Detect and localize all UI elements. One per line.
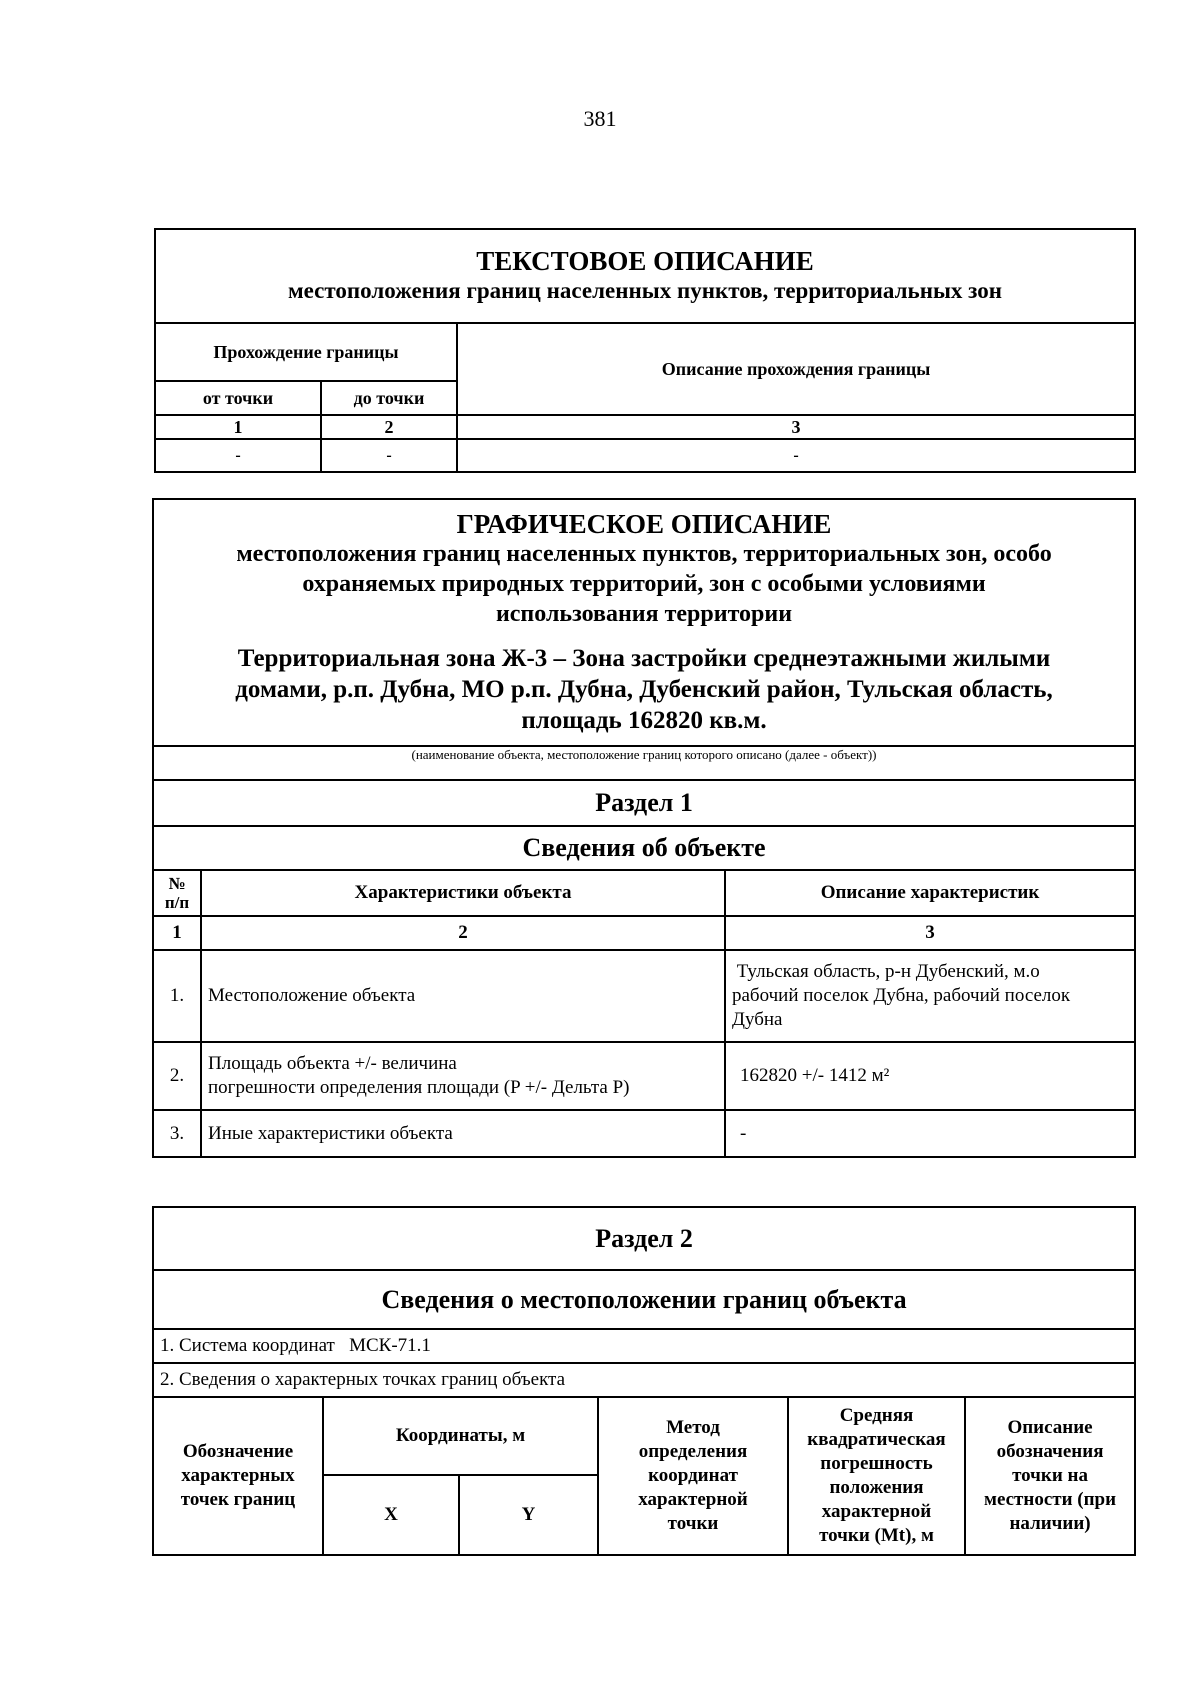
section-1-col-number-3: 3 bbox=[725, 916, 1135, 950]
col-header-point-designation-line-2: характерных bbox=[181, 1465, 295, 1486]
col-header-y: Y bbox=[459, 1475, 598, 1555]
col-header-marking-line-3: точки на bbox=[1012, 1465, 1088, 1486]
zone-name-line-1: Территориальная зона Ж-3 – Зона застройки среднеэтажными жилыми bbox=[237, 645, 1051, 672]
col-header-point-marking bbox=[965, 1397, 1135, 1555]
location-description-line-1: Тульская область, р-н Дубенский, м.о bbox=[732, 961, 1040, 982]
row-characteristic: Иные характеристики объекта bbox=[201, 1110, 725, 1157]
graphic-description-title: ГРАФИЧЕСКОЕ ОПИСАНИЕ bbox=[456, 509, 832, 539]
graphic-description-header-cell bbox=[153, 499, 1135, 746]
section-2-title: Раздел 2 bbox=[153, 1207, 1135, 1270]
row-characteristic bbox=[201, 1042, 725, 1110]
col-header-number-line-1: № bbox=[168, 874, 186, 893]
graphic-description-subtitle-3: использования территории bbox=[495, 601, 793, 627]
zone-name-line-3: площадь 162820 кв.м. bbox=[521, 707, 767, 734]
col-header-from-point: от точки bbox=[155, 381, 321, 415]
col-header-error-line-5: характерной bbox=[821, 1501, 932, 1522]
col-header-number-line-2: п/п bbox=[164, 893, 190, 912]
table-row bbox=[155, 439, 1135, 472]
col-header-point-designation bbox=[153, 1397, 323, 1555]
col-header-marking-line-5: наличии) bbox=[1009, 1513, 1091, 1534]
col-header-method-line-2: определения bbox=[638, 1441, 748, 1462]
object-caption: (наименование объекта, местоположение границ которого описано (далее - объект)) bbox=[153, 746, 1135, 780]
text-description-subtitle: местоположения границ населенных пунктов, территориальных зон bbox=[288, 278, 1003, 303]
col-header-method bbox=[598, 1397, 788, 1555]
col-header-to-point: до точки bbox=[321, 381, 457, 415]
col-number-2: 2 bbox=[321, 415, 457, 439]
col-number-3: 3 bbox=[457, 415, 1135, 439]
col-header-error-line-2: квадратическая bbox=[807, 1429, 946, 1450]
col-header-marking-line-4: местности (при bbox=[984, 1489, 1117, 1510]
row-to-point: - bbox=[321, 439, 457, 472]
row-characteristic: Местоположение объекта bbox=[201, 950, 725, 1042]
col-header-mean-square-error bbox=[788, 1397, 965, 1555]
col-header-method-line-1: Метод bbox=[666, 1417, 720, 1438]
boundary-points-label: 2. Сведения о характерных точках границ объекта bbox=[153, 1363, 1135, 1397]
coordinate-system-label: 1. Система координат bbox=[160, 1335, 335, 1356]
coordinate-system-row bbox=[153, 1329, 1135, 1363]
section-1-col-number-2: 2 bbox=[201, 916, 725, 950]
col-header-coordinates: Координаты, м bbox=[323, 1397, 598, 1475]
row-from-point: - bbox=[155, 439, 321, 472]
col-header-method-line-5: точки bbox=[667, 1513, 719, 1534]
col-header-method-line-3: координат bbox=[648, 1465, 738, 1486]
area-characteristic-line-1: Площадь объекта +/- величина bbox=[208, 1053, 457, 1074]
row-description: - bbox=[457, 439, 1135, 472]
col-header-characteristics: Характеристики объекта bbox=[201, 870, 725, 916]
col-header-error-line-4: положения bbox=[829, 1477, 924, 1498]
table-row bbox=[153, 950, 1135, 1042]
col-header-marking-line-1: Описание bbox=[1007, 1417, 1093, 1438]
row-number: 2. bbox=[153, 1042, 201, 1110]
col-header-point-designation-line-1: Обозначение bbox=[182, 1441, 294, 1462]
row-number: 3. bbox=[153, 1110, 201, 1157]
col-header-marking-line-2: обозначения bbox=[996, 1441, 1104, 1462]
location-description-line-3: Дубна bbox=[732, 1009, 783, 1030]
section-2-subtitle: Сведения о местоположении границ объекта bbox=[153, 1270, 1135, 1329]
section-1-subtitle: Сведения об объекте bbox=[153, 826, 1135, 870]
row-characteristic-description: - bbox=[725, 1110, 1135, 1157]
col-header-error-line-3: погрешность bbox=[820, 1453, 933, 1474]
col-header-method-line-4: характерной bbox=[638, 1489, 748, 1510]
col-header-point-designation-line-3: точек границ bbox=[180, 1489, 296, 1510]
graphic-description-table bbox=[152, 498, 1136, 1158]
graphic-description-subtitle-1: местоположения границ населенных пунктов, территориальных зон, особо bbox=[236, 541, 1052, 567]
table-row bbox=[153, 1110, 1135, 1157]
table-row bbox=[153, 1042, 1135, 1110]
col-header-characteristics-description: Описание характеристик bbox=[725, 870, 1135, 916]
graphic-description-subtitle-2: охраняемых природных территорий, зон с особыми условиями bbox=[302, 571, 986, 597]
col-header-passage-description: Описание прохождения границы bbox=[457, 323, 1135, 415]
col-header-error-line-1: Средняя bbox=[839, 1405, 914, 1426]
col-header-passage: Прохождение границы bbox=[155, 323, 457, 381]
text-description-title: ТЕКСТОВОЕ ОПИСАНИЕ bbox=[476, 246, 814, 276]
section-1-title: Раздел 1 bbox=[153, 780, 1135, 826]
page-number: 381 bbox=[583, 106, 617, 131]
col-header-number bbox=[153, 870, 201, 916]
text-description-title-cell bbox=[155, 229, 1135, 323]
area-value: 162820 +/- 1412 м² bbox=[725, 1042, 1135, 1110]
section-2-table bbox=[152, 1206, 1136, 1556]
location-description-line-2: рабочий поселок Дубна, рабочий поселок bbox=[732, 985, 1071, 1006]
text-description-table bbox=[154, 228, 1136, 473]
coordinate-system-value: МСК-71.1 bbox=[349, 1335, 431, 1356]
col-header-error-line-6: точки (Mt), м bbox=[819, 1525, 934, 1546]
area-characteristic-line-2: погрешности определения площади (P +/- Дельта P) bbox=[208, 1077, 630, 1098]
zone-name-line-2: домами, р.п. Дубна, МО р.п. Дубна, Дубенский район, Тульская область, bbox=[235, 676, 1053, 703]
row-number: 1. bbox=[153, 950, 201, 1042]
row-characteristic-description bbox=[725, 950, 1135, 1042]
col-header-x: X bbox=[323, 1475, 459, 1555]
section-1-col-number-1: 1 bbox=[153, 916, 201, 950]
col-number-1: 1 bbox=[155, 415, 321, 439]
